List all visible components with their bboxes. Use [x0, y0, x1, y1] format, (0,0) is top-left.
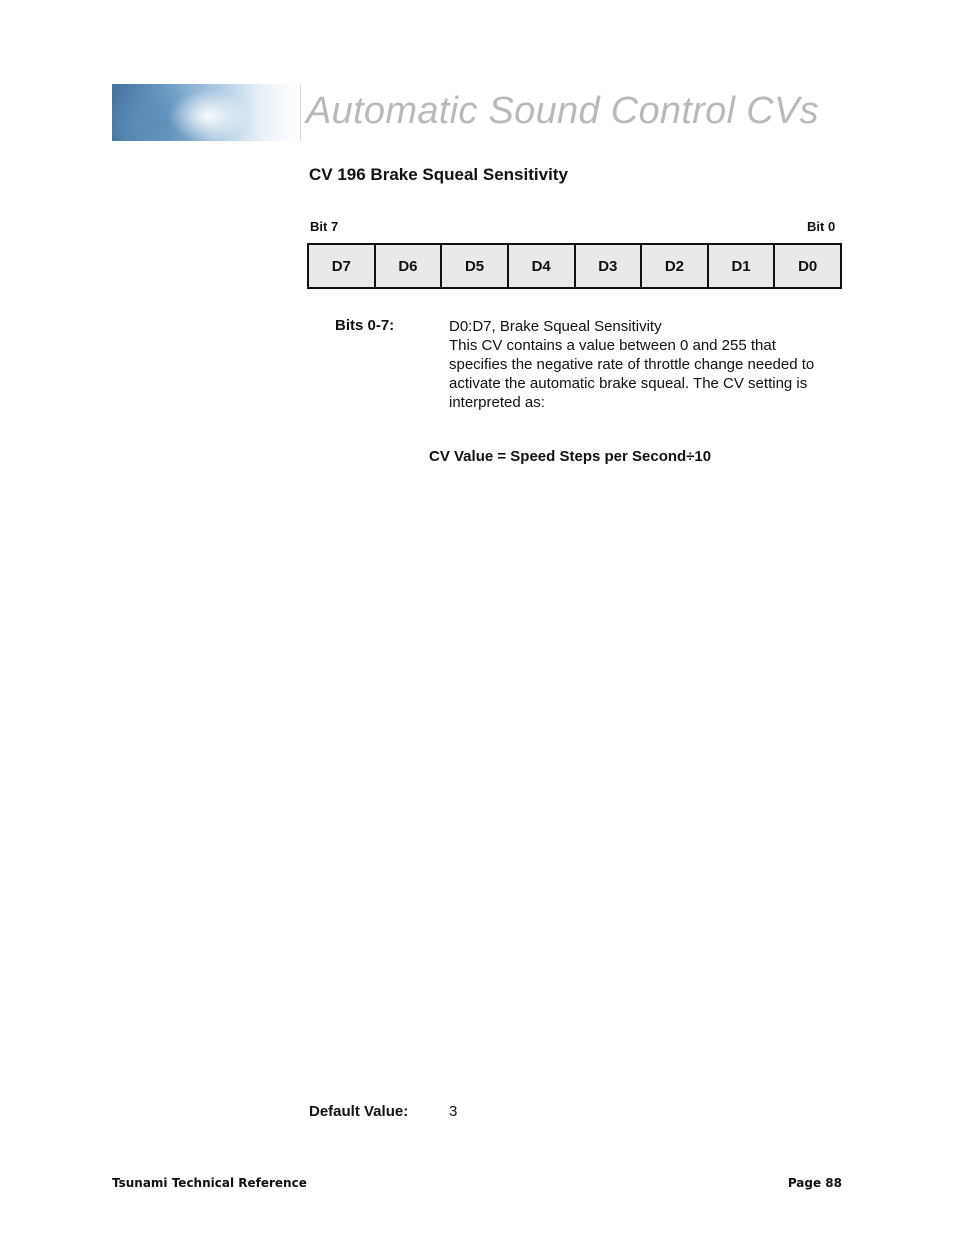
- footer-document-title: Tsunami Technical Reference: [112, 1176, 307, 1190]
- default-value-label: Default Value:: [309, 1103, 409, 1120]
- bit-0-label: Bit 0: [807, 219, 836, 234]
- bits-label: Bits 0-7:: [335, 317, 395, 334]
- bit-cell-d7: D7: [308, 244, 375, 288]
- bit-cell-d6: D6: [375, 244, 442, 288]
- description-line: D0:D7, Brake Squeal Sensitivity: [449, 318, 662, 335]
- description-line: interpreted as:: [449, 394, 545, 411]
- description-line: This CV contains a value between 0 and 255 that: [449, 337, 776, 354]
- bit-cell-d3: D3: [575, 244, 642, 288]
- bit-row: [308, 244, 841, 288]
- section-title: CV 196 Brake Squeal Sensitivity: [309, 165, 568, 184]
- cv-formula: CV Value = Speed Steps per Second÷10: [429, 448, 712, 465]
- description-line: specifies the negative rate of throttle change needed to: [449, 356, 815, 373]
- page-title: Automatic Sound Control CVs: [306, 90, 819, 132]
- bit-cell-d5: D5: [441, 244, 508, 288]
- bit-7-label: Bit 7: [310, 219, 339, 234]
- bit-cell-d0: D0: [774, 244, 841, 288]
- default-value: 3: [449, 1103, 458, 1120]
- bit-cell-d2: D2: [641, 244, 708, 288]
- description-line: activate the automatic brake squeal. The CV setting is: [449, 375, 808, 392]
- bits-description: [449, 317, 849, 412]
- wave-logo-icon: [112, 84, 298, 141]
- header-divider: [300, 84, 301, 141]
- footer-page-number: Page 88: [787, 1176, 842, 1190]
- bit-diagram-table: [307, 243, 842, 289]
- bit-cell-d1: D1: [708, 244, 775, 288]
- bit-cell-d4: D4: [508, 244, 575, 288]
